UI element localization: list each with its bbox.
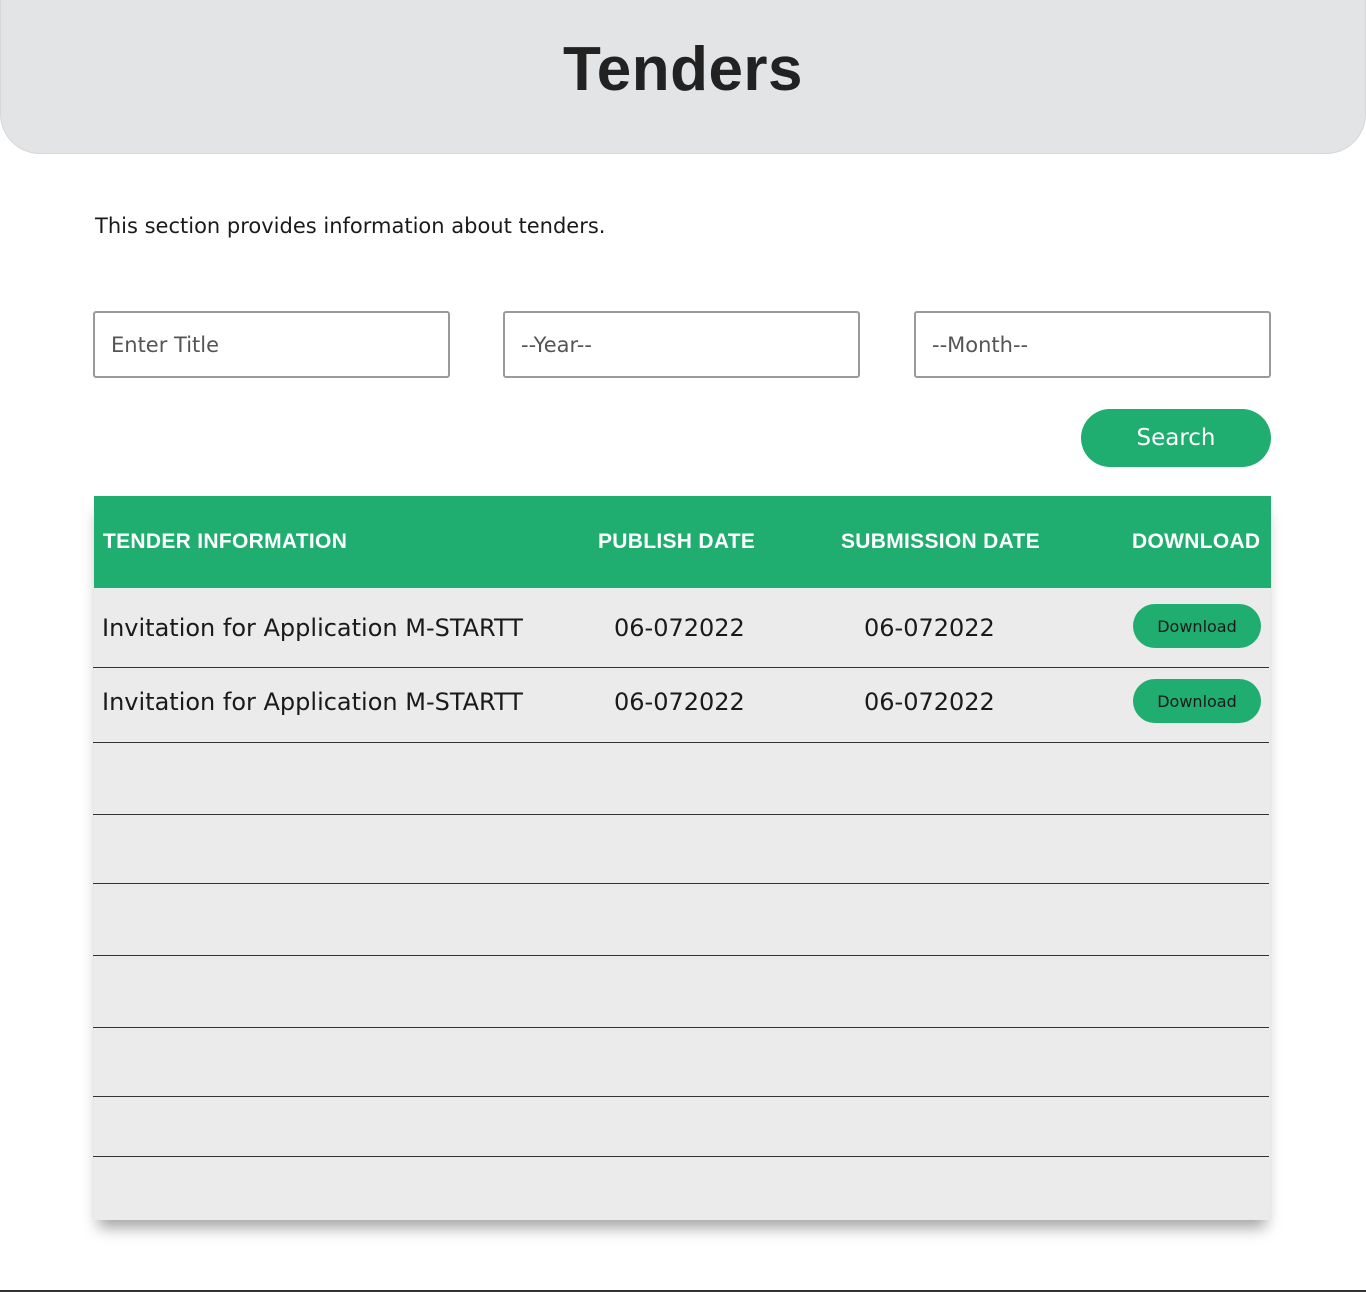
- empty-table-row: [93, 956, 1269, 1028]
- column-header-submission-date: SUBMISSION DATE: [841, 530, 1040, 553]
- table-header: [94, 496, 1271, 588]
- empty-table-row: [93, 815, 1269, 884]
- submission-date: 06-072022: [864, 614, 995, 642]
- table-row: [93, 668, 1269, 743]
- search-button[interactable]: Search: [1081, 409, 1271, 467]
- page-title: Tenders: [562, 35, 804, 104]
- month-select[interactable]: [914, 311, 1271, 378]
- tender-title: Invitation for Application M-STARTT: [102, 688, 523, 716]
- title-input[interactable]: [111, 333, 432, 357]
- tender-title: Invitation for Application M-STARTT: [102, 614, 523, 642]
- empty-table-row: [93, 1028, 1269, 1097]
- year-select-value: --Year--: [521, 332, 592, 357]
- publish-date: 06-072022: [614, 614, 745, 642]
- column-header-publish-date: PUBLISH DATE: [598, 530, 756, 553]
- empty-table-row: [93, 743, 1269, 815]
- intro-text: This section provides information about tenders.: [95, 214, 606, 238]
- page-header: [0, 0, 1366, 154]
- submission-date: 06-072022: [864, 688, 995, 716]
- download-button[interactable]: Download: [1133, 679, 1261, 723]
- empty-table-row: [93, 884, 1269, 956]
- column-header-tender-information: TENDER INFORMATION: [103, 530, 348, 553]
- column-header-download: DOWNLOAD: [1132, 530, 1261, 553]
- download-button[interactable]: Download: [1133, 604, 1261, 648]
- month-select-value: --Month--: [932, 332, 1029, 357]
- publish-date: 06-072022: [614, 688, 745, 716]
- year-select[interactable]: [503, 311, 860, 378]
- empty-table-row: [93, 1097, 1269, 1157]
- title-input-box[interactable]: [93, 311, 450, 378]
- table-row: [93, 588, 1269, 668]
- tenders-table: [94, 496, 1270, 1220]
